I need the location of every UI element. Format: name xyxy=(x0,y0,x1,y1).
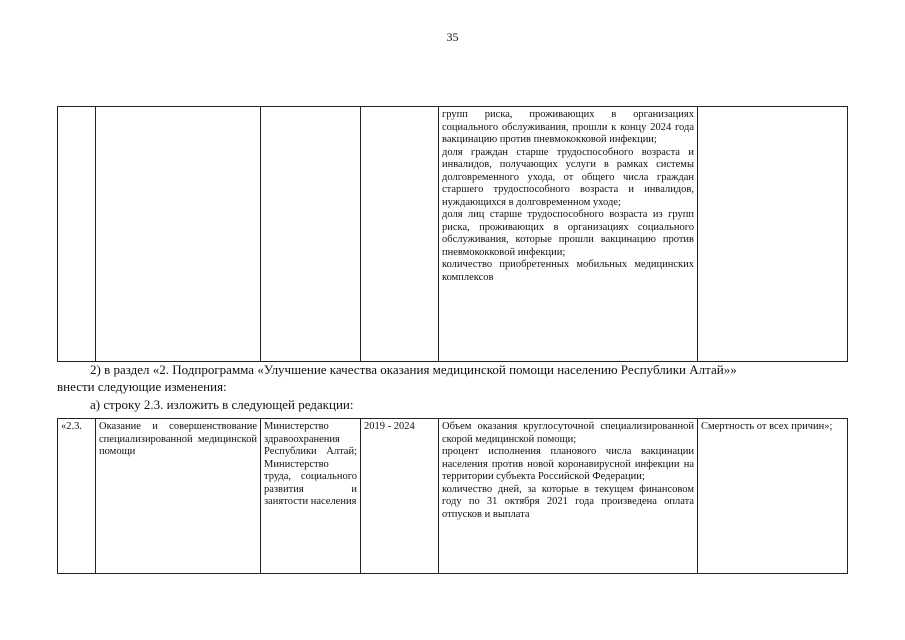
cell-indicators xyxy=(439,419,698,574)
indicator-text: доля граждан старше трудоспособного возраста и инвалидов, получающих услуги в рамках системы долговременного ухода, от общего числа граждан старшего трудоспособного возраста и инвалидов, нуждающихся в долговременном уходе; xyxy=(442,146,694,208)
section-change-continuation: внести следующие изменения: xyxy=(57,379,227,394)
cell-result xyxy=(698,107,848,362)
cell-name xyxy=(96,107,261,362)
result-text: Смертность от всех причин»; xyxy=(701,421,833,432)
indicator-text: количество приобретенных мобильных медицинских комплексов xyxy=(442,259,694,283)
cell-period: 2019 - 2024 xyxy=(361,419,439,574)
indicator-text: процент исполнения планового числа вакцинации населения против новой коронавирусной инфекции на территории субъекта Российской Федерации; xyxy=(442,446,694,482)
row-2-3-table xyxy=(57,418,848,574)
page-number: 35 xyxy=(446,30,459,44)
cell-number: «2.3. xyxy=(58,419,96,574)
cell-number xyxy=(58,107,96,362)
cell-period xyxy=(361,107,439,362)
continued-table xyxy=(57,106,848,362)
row-change-paragraph: а) строку 2.3. изложить в следующей редакции: xyxy=(90,397,354,412)
indicator-text: Объем оказания круглосуточной специализированной скорой медицинской помощи; xyxy=(442,421,694,445)
executor-text: Министерство здравоохранения Республики Алтай; Министерство труда, социального развития и занятости населения xyxy=(264,421,357,507)
cell-executor xyxy=(261,107,361,362)
indicator-text: количество дней, за которые в текущем финансовом году по 31 октября 2021 года произведена оплата отпусков и выплата xyxy=(442,483,694,520)
cell-indicators xyxy=(439,107,698,362)
table-row xyxy=(58,419,848,574)
cell-result xyxy=(698,419,848,574)
section-change-paragraph: 2) в раздел «2. Подпрограмма «Улучшение качества оказания медицинской помощи населению Республики Алтай»» xyxy=(90,362,737,377)
name-text: Оказание и совершенствование специализированной медицинской помощи xyxy=(99,421,257,457)
cell-executor xyxy=(261,419,361,574)
indicator-text: групп риска, проживающих в организациях социального обслуживания, прошли к концу 2024 года вакцинацию против пневмококковой инфекции; xyxy=(442,109,694,145)
indicator-text: доля лиц старше трудоспособного возраста из групп риска, проживающих в организациях социального обслуживания, которые прошли вакцинацию против пневмококковой инфекции; xyxy=(442,209,694,258)
table-row xyxy=(58,107,848,362)
cell-name xyxy=(96,419,261,574)
